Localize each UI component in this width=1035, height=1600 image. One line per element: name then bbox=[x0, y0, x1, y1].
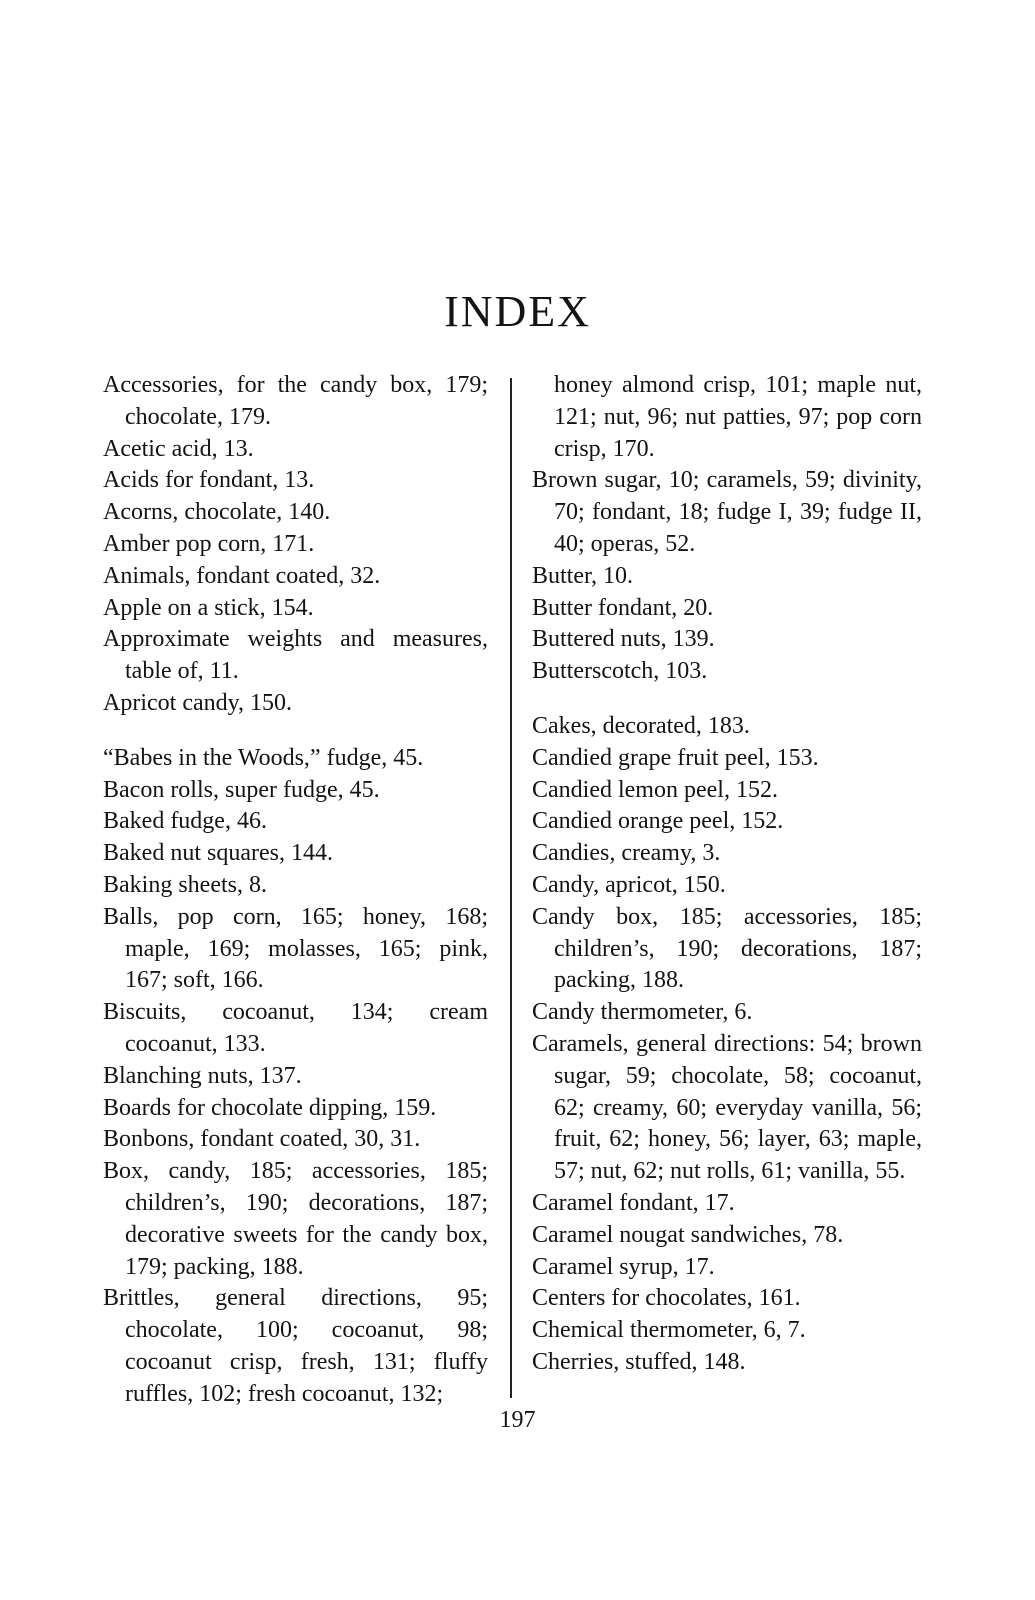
index-entry: Cakes, decorated, 183. bbox=[532, 712, 750, 739]
index-entry: “Babes in the Woods,” fudge, 45. bbox=[103, 744, 424, 771]
index-entry-continuation: honey almond crisp, 101; maple nut, 121; nut, 96; nut patties, 97; pop corn crisp, 170. bbox=[554, 372, 922, 462]
index-entry: Animals, fondant coated, 32. bbox=[103, 562, 381, 589]
letter-group-gap bbox=[532, 688, 922, 711]
index-entry: Butter fondant, 20. bbox=[532, 594, 714, 621]
index-entry: Buttered nuts, 139. bbox=[532, 626, 715, 653]
index-entry: Candied orange peel, 152. bbox=[532, 808, 784, 835]
index-entry: Apricot candy, 150. bbox=[103, 689, 293, 716]
index-entry: Accessories, for the candy box, 179; chocolate, 179. bbox=[103, 372, 488, 430]
index-entry: Centers for chocolates, 161. bbox=[532, 1285, 801, 1312]
index-entry: Caramel nougat sandwiches, 78. bbox=[532, 1221, 844, 1248]
index-entry: Blanching nuts, 137. bbox=[103, 1062, 302, 1089]
page-number: 197 bbox=[499, 1407, 536, 1433]
index-entry: Bacon rolls, super fudge, 45. bbox=[103, 776, 380, 803]
index-entry: Candy, apricot, 150. bbox=[532, 871, 726, 898]
index-entry: Candy box, 185; accessories, 185; children’s, 190; decorations, 187; packing, 188. bbox=[532, 903, 922, 994]
index-entry: Candied grape fruit peel, 153. bbox=[532, 744, 819, 771]
index-entry: Amber pop corn, 171. bbox=[103, 530, 315, 557]
index-entry: Brittles, general directions, 95; chocolate, 100; cocoanut, 98; cocoanut crisp, fresh, 131; fluffy ruffles, 102; fresh cocoanut, 132; bbox=[103, 1285, 488, 1407]
index-entry: Apple on a stick, 154. bbox=[103, 594, 314, 621]
index-entry: Cherries, stuffed, 148. bbox=[532, 1348, 746, 1375]
letter-group-gap bbox=[103, 720, 488, 743]
index-entry: Candies, creamy, 3. bbox=[532, 840, 721, 867]
index-entry: Biscuits, cocoanut, 134; cream cocoanut, 133. bbox=[103, 999, 488, 1057]
index-entry: Baking sheets, 8. bbox=[103, 871, 267, 898]
index-entry: Caramel fondant, 17. bbox=[532, 1189, 735, 1216]
index-entry: Butterscotch, 103. bbox=[532, 658, 708, 685]
entry-group-b bbox=[103, 743, 488, 1411]
index-entry: Acetic acid, 13. bbox=[103, 435, 254, 462]
index-entry: Boards for chocolate dipping, 159. bbox=[103, 1094, 437, 1121]
index-entry: Baked nut squares, 144. bbox=[103, 840, 333, 867]
index-entry: Acorns, chocolate, 140. bbox=[103, 499, 331, 526]
left-column bbox=[103, 370, 488, 1411]
index-entry: Acids for fondant, 13. bbox=[103, 467, 315, 494]
index-entry: Approximate weights and measures, table of, 11. bbox=[103, 626, 488, 685]
index-entry: Brown sugar, 10; caramels, 59; divinity, 70; fondant, 18; fudge I, 39; fudge II, 40; operas, 52. bbox=[532, 467, 922, 557]
index-entry: Bonbons, fondant coated, 30, 31. bbox=[103, 1126, 421, 1153]
column-divider bbox=[510, 378, 512, 1398]
entry-group-a bbox=[103, 370, 488, 720]
index-entry: Baked fudge, 46. bbox=[103, 808, 267, 835]
entry-group-c bbox=[532, 711, 922, 1379]
entry-group-b-cont bbox=[532, 465, 922, 688]
index-entry: Butter, 10. bbox=[532, 562, 634, 589]
index-entry: Box, candy, 185; accessories, 185; children’s, 190; decorations, 187; decorative sweets for the candy box, 179; packing, 188. bbox=[103, 1158, 488, 1280]
index-entry: Balls, pop corn, 165; honey, 168; maple, 169; molasses, 165; pink, 167; soft, 166. bbox=[103, 903, 488, 994]
index-entry: Candy thermometer, 6. bbox=[532, 999, 753, 1026]
index-entry: Caramels, general directions: 54; brown sugar, 59; chocolate, 58; cocoanut, 62; creamy, 60; everyday vanilla, 56; fruit, 62; honey, 56; layer, 63; maple, 57; nut, 62; nut rolls, 61; vanilla, 55. bbox=[532, 1030, 922, 1185]
index-entry: Caramel syrup, 17. bbox=[532, 1253, 715, 1280]
index-entry: Chemical thermometer, 6, 7. bbox=[532, 1317, 806, 1344]
right-column bbox=[532, 370, 922, 1379]
page-title: INDEX bbox=[444, 287, 591, 336]
index-entry: Candied lemon peel, 152. bbox=[532, 776, 778, 803]
